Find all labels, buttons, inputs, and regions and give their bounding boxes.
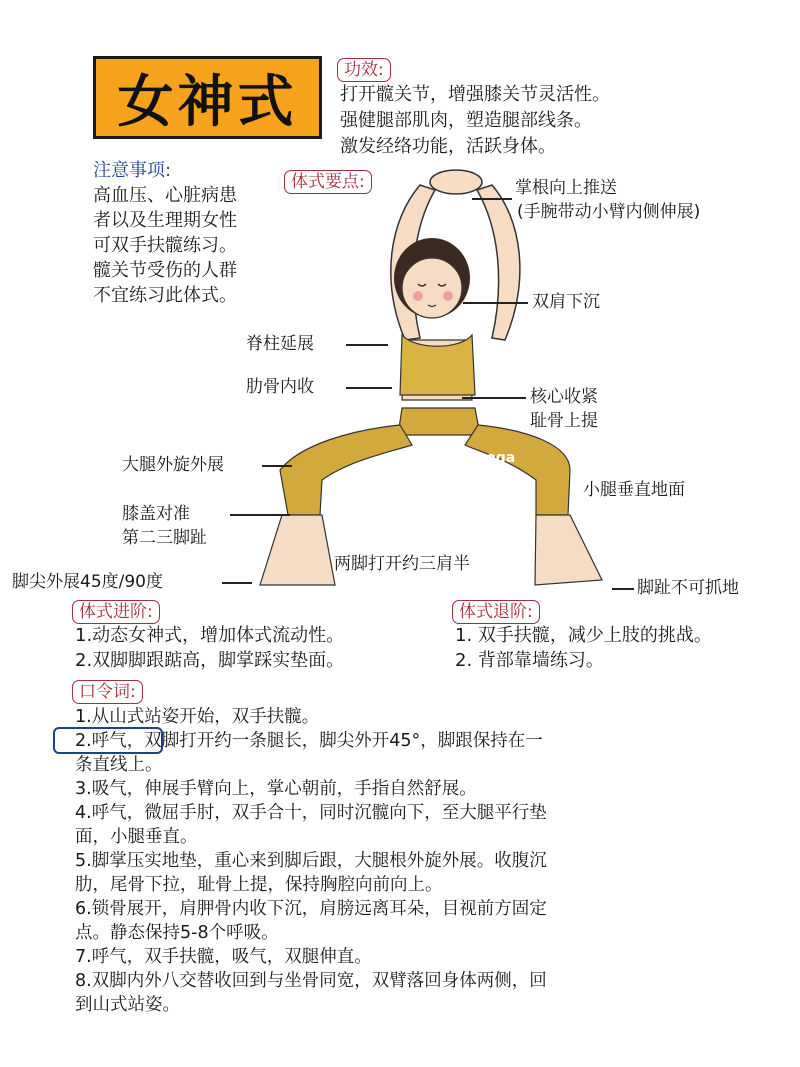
callout-shoulders-line — [463, 302, 528, 304]
note-line-4: 髋关节受伤的人群 — [93, 260, 237, 281]
yoga-figure-illustration — [150, 160, 670, 600]
command-line: 肋，尾骨下拉，耻骨上提，保持胸腔向前向上。 — [75, 875, 443, 895]
callout-spine: 脊柱延展 — [246, 334, 314, 354]
callout-knee-2: 第二三脚趾 — [122, 528, 207, 548]
commands-tag: 口令词: — [72, 680, 143, 704]
callout-feet-width: 两脚打开约三肩半 — [334, 554, 470, 574]
advanced-item-1: 1.动态女神式，增加体式流动性。 — [75, 625, 345, 646]
page-title: 女神式 — [117, 69, 298, 135]
callout-thigh-line — [262, 465, 292, 467]
benefit-line-2: 强健腿部肌肉，塑造腿部线条。 — [340, 110, 592, 131]
regress-tag: 体式退阶: — [452, 600, 540, 624]
advanced-tag: 体式进阶: — [72, 600, 160, 624]
note-line-5: 不宜练习此体式。 — [93, 285, 237, 306]
benefit-line-3: 激发经络功能，活跃身体。 — [340, 136, 556, 157]
command-line: 5.脚掌压实地垫，重心来到脚后跟，大腿根外旋外展。收腹沉 — [75, 851, 547, 871]
callout-palm-sub: (手腕带动小臂内侧伸展) — [517, 202, 701, 222]
callout-core-2: 耻骨上提 — [530, 411, 598, 431]
advanced-item-2: 2.双脚脚跟踮高，脚掌踩实垫面。 — [75, 650, 345, 671]
callout-toes-angle: 脚尖外展45度/90度 — [12, 572, 163, 592]
note-line-3: 可双手扶髋练习。 — [93, 235, 237, 256]
command-line: 2.呼气，双脚打开约一条腿长，脚尖外开45°，脚跟保持在一 — [75, 731, 543, 751]
callout-knee-1: 膝盖对准 — [122, 504, 190, 524]
command-line: 面，小腿垂直。 — [75, 827, 198, 847]
page-title-box — [93, 56, 322, 139]
callout-core-1: 核心收紧 — [530, 387, 598, 407]
regress-item-1: 1. 双手扶髋，减少上肢的挑战。 — [455, 625, 712, 646]
callout-palm-line — [472, 198, 512, 200]
watermark: @吉塔yoga — [435, 450, 516, 466]
command-line: 到山式站姿。 — [75, 995, 180, 1015]
commands-list — [75, 705, 775, 1017]
command-line: 7.呼气，双手扶髋，吸气，双腿伸直。 — [75, 947, 372, 967]
benefit-line-1: 打开髋关节，增强膝关节灵活性。 — [340, 84, 610, 105]
callout-core-line — [462, 397, 526, 399]
callout-shin: 小腿垂直地面 — [583, 480, 685, 500]
callout-ribs: 肋骨内收 — [246, 377, 314, 397]
command-line: 条直线上。 — [75, 755, 163, 775]
command-line: 4.呼气，微屈手肘，双手合十，同时沉髋向下，至大腿平行垫 — [75, 803, 547, 823]
command-line: 点。静态保持5-8个呼吸。 — [75, 923, 279, 943]
note-line-2: 者以及生理期女性 — [93, 210, 237, 231]
notes-title: 注意事项: — [93, 160, 172, 181]
callout-spine-line — [346, 344, 388, 346]
pose-points-tag: 体式要点: — [284, 170, 372, 194]
callout-toes-angle-line — [222, 582, 252, 584]
regress-item-2: 2. 背部靠墙练习。 — [455, 650, 604, 671]
callout-palm: 掌根向上推送 — [515, 178, 617, 198]
callout-toes-grip: 脚趾不可抓地 — [637, 578, 739, 598]
callout-toes-grip-line — [612, 588, 634, 590]
callout-knee-line — [230, 514, 290, 516]
benefits-tag: 功效: — [337, 58, 391, 82]
command-line: 3.吸气，伸展手臂向上，掌心朝前，手指自然舒展。 — [75, 779, 477, 799]
command-line: 8.双脚内外八交替收回到与坐骨同宽，双臂落回身体两侧，回 — [75, 971, 547, 991]
note-line-1: 高血压、心脏病患 — [93, 185, 237, 206]
command-line: 1.从山式站姿开始，双手扶髋。 — [75, 707, 320, 727]
callout-shoulders: 双肩下沉 — [532, 292, 600, 312]
callout-ribs-line — [346, 387, 392, 389]
command-line: 6.锁骨展开，肩胛骨内收下沉，肩膀远离耳朵，目视前方固定 — [75, 899, 547, 919]
callout-thigh: 大腿外旋外展 — [122, 455, 224, 475]
